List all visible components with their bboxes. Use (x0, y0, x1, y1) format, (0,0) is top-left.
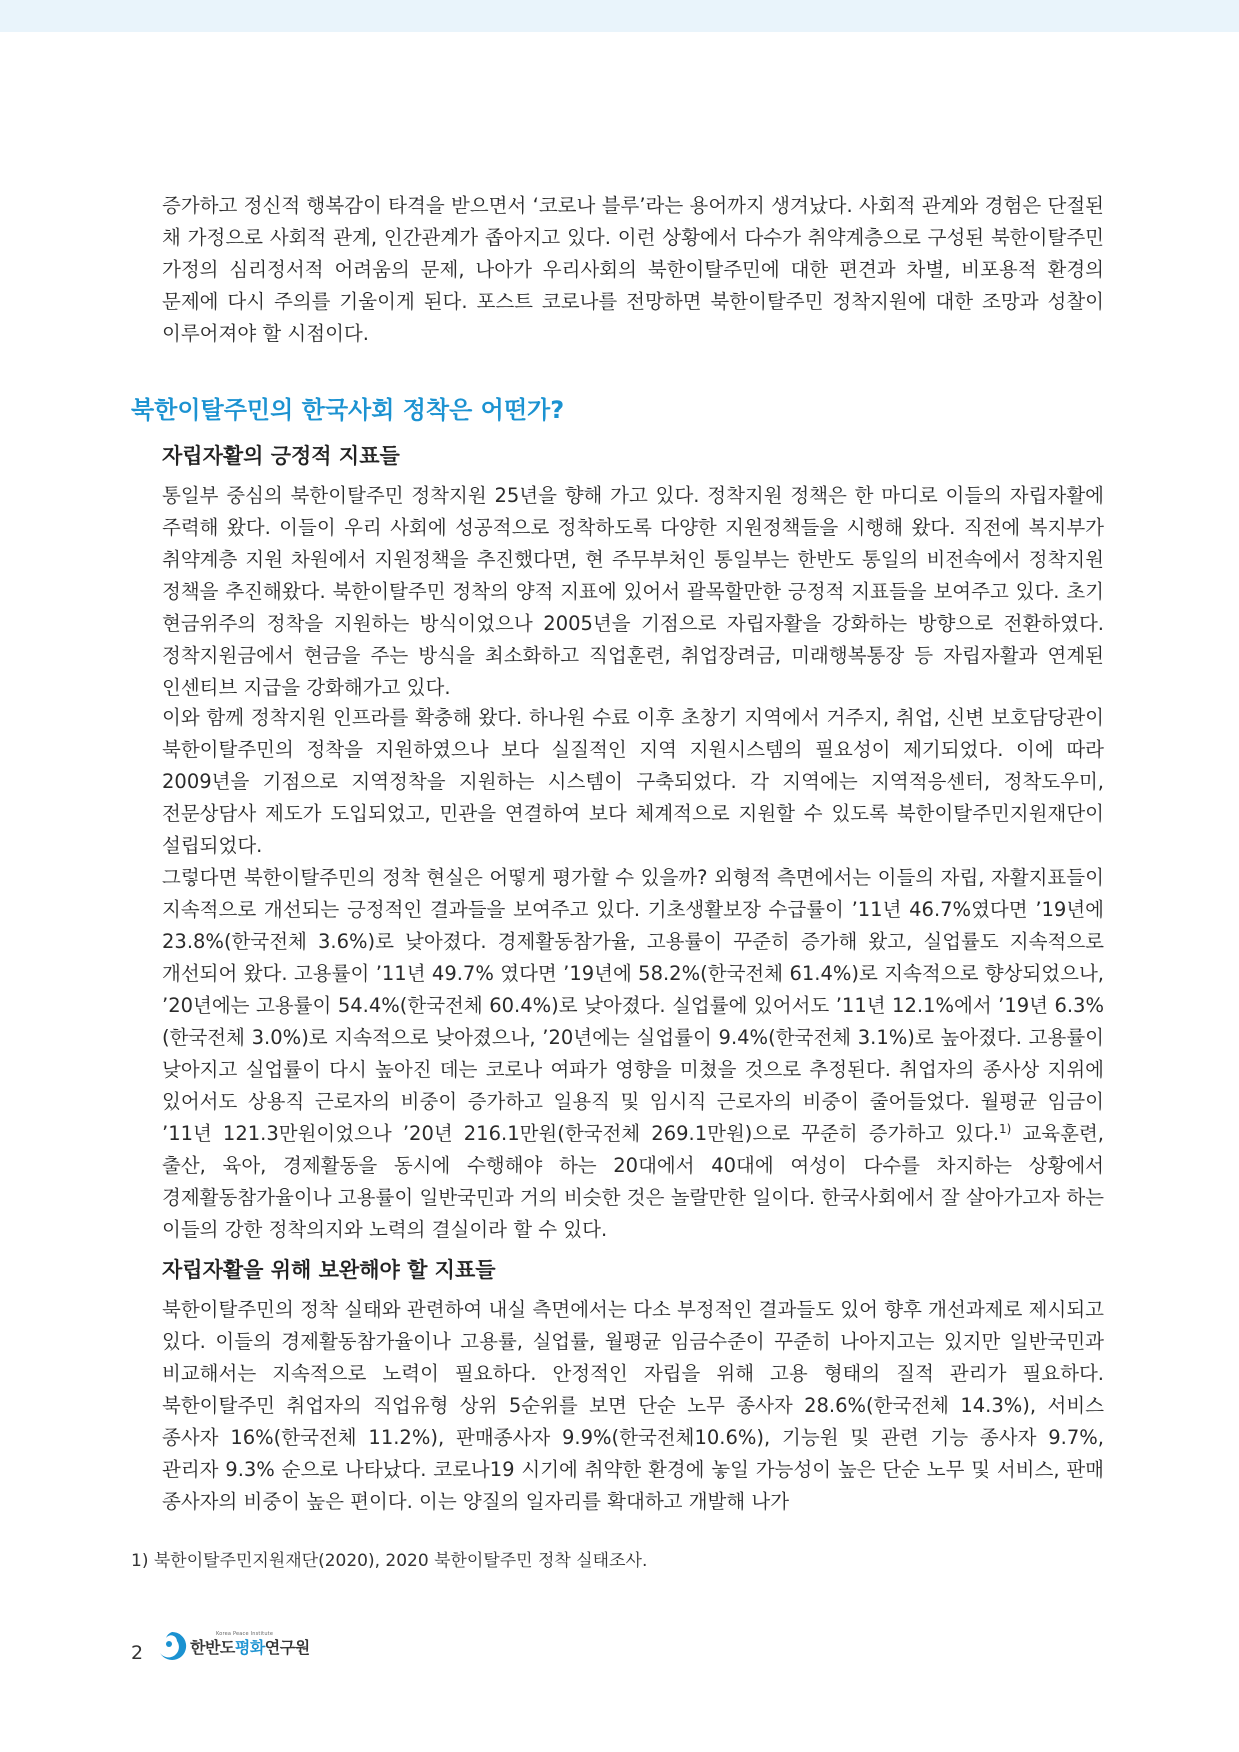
subsection-title-positive: 자립자활의 긍정적 지표들 (162, 444, 400, 468)
paragraph-employment-quality: 북한이탈주민의 정착 실태와 관련하여 내실 측면에서는 다소 부정적인 결과들도 있어 향후 개선과제로 제시되고 있다. 이들의 경제활동참가율이나 고용률, 실업률, 월평균 임금수준이 꾸준히 나아지고는 있지만 일반국민과 비교해서는 지속적으로 노력이 필요하다. 안정적인 자립을 위해 고용 형태의 질적 관리가 필요하다. 북한이탈주민 취업자의 직업유형 상위 5순위를 보면 단순 노무 종사자 28.6%(한국전체 14.3%), 서비스 종사자 16%(한국전체 11.2%), 판매종사자 9.9%(한국전체10.6%), 기능원 및 관련 기능 종사자 9.7%, 관리자 9.3% 순으로 나타났다. 코로나19 시기에 취약한 환경에 놓일 가능성이 높은 단순 노무 및 서비스, 판매 종사자의 비중이 높은 편이다. 이는 양질의 일자리를 확대하고 개발해 나가 (162, 1298, 1104, 1513)
logo-korean-name: 한반도평화연구원 (190, 1637, 310, 1657)
footnote: 1) 북한이탈주민지원재단(2020), 2020 북한이탈주민 정착 실태조사. (131, 1551, 648, 1571)
peace-logo-icon (155, 1629, 189, 1663)
page-number: 2 (131, 1642, 144, 1664)
logo-english-name: Korea Peace Institute (216, 1630, 274, 1637)
paragraph-indicators-part1: 그렇다면 북한이탈주민의 정착 현실은 어떻게 평가할 수 있을까? 외형적 측면에서는 이들의 자립, 자활지표들이 지속적으로 개선되는 긍정적인 결과들을 보여주고 있다. 기초생활보장 수급률이 ’11년 46.7%였다면 ’19년에 23.8%(한국전체 3.6%)로 낮아졌다. 경제활동참가율, 고용률이 꾸준히 증가해 왔고, 실업률도 지속적으로 개선되어 왔다. 고용률이 ’11년 49.7% 였다면 ’19년에 58.2%(한국전체 61.4%)로 지속적으로 향상되었으나, ’20년에는 고용률이 54.4%(한국전체 60.4%)로 낮아졌다. 실업률에 있어서도 ’11년 12.1%에서 ’19년 6.3%(한국전체 3.0%)로 지속적으로 낮아졌으나, ’20년에는 실업률이 9.4%(한국전체 3.1%)로 높아졌다. 고용률이 낮아지고 실업률이 다시 높아진 데는 코로나 여파가 영향을 미쳤을 것으로 추정된다. 취업자의 종사상 지위에 있어서도 상용직 근로자의 비중이 증가하고 일용직 및 임시직 근로자의 비중이 줄어들었다. 월평균 임금이 ’11년 121.3만원이었으나 ’20년 216.1만원(한국전체 269.1만원)으로 꾸준히 증가하고 있다. (162, 866, 1105, 1145)
paragraph-infrastructure: 이와 함께 정착지원 인프라를 확충해 왔다. 하나원 수료 이후 초창기 지역에서 거주지, 취업, 신변 보호담당관이 북한이탈주민의 정착을 지원하였으나 보다 실질적인 지역 지원시스템의 필요성이 제기되었다. 이에 따라 2009년을 기점으로 지역정착을 지원하는 시스템이 구축되었다. 각 지역에는 지역적응센터, 정착도우미, 전문상담사 제도가 도입되었고, 민관을 연결하여 보다 체계적으로 지원할 수 있도록 북한이탈주민지원재단이 설립되었다. (162, 706, 1105, 857)
section-title: 북한이탈주민의 한국사회 정착은 어떤가? (131, 396, 565, 424)
intro-paragraph: 증가하고 정신적 행복감이 타격을 받으면서 ‘코로나 블루’라는 용어까지 생겨났다. 사회적 관계와 경험은 단절된 채 가정으로 사회적 관계, 인간관계가 좁아지고 있다. 이런 상황에서 다수가 취약계층으로 구성된 북한이탈주민 가정의 심리정서적 어려움의 문제, 나아가 우리사회의 북한이탈주민에 대한 편견과 차별, 비포용적 환경의 문제에 다시 주의를 기울이게 된다. 포스트 코로나를 전망하면 북한이탈주민 정착지원에 대한 조망과 성찰이 이루어져야 할 시점이다. (162, 194, 1104, 345)
header-band (0, 0, 1239, 32)
footnote-ref[interactable]: 1) (999, 1122, 1012, 1136)
paragraph-indicators-part2: 교육훈련, 출산, 육아, 경제활동을 동시에 수행해야 하는 20대에서 40대에 여성이 다수를 차지하는 상황에서 경제활동참가율이나 고용률이 일반국민과 거의 비슷한 것은 놀랄만한 일이다. 한국사회에서 잘 살아가고자 하는 이들의 강한 정착의지와 노력의 결실이라 할 수 있다. (162, 1122, 1104, 1241)
institute-logo (155, 1628, 310, 1664)
subsection-title-improvement: 자립자활을 위해 보완해야 할 지표들 (162, 1258, 496, 1282)
paragraph-policy-overview: 통일부 중심의 북한이탈주민 정착지원 25년을 향해 가고 있다. 정착지원 정책은 한 마디로 이들의 자립자활에 주력해 왔다. 이들이 우리 사회에 성공적으로 정착하도록 다양한 지원정책들을 시행해 왔다. 직전에 복지부가 취약계층 지원 차원에서 지원정책을 추진했다면, 현 주무부처인 통일부는 한반도 통일의 비전속에서 정착지원 정책을 추진해왔다. 북한이탈주민 정착의 양적 지표에 있어서 괄목할만한 긍정적 지표들을 보여주고 있다. 초기 현금위주의 정착을 지원하는 방식이었으나 2005년을 기점으로 자립자활을 강화하는 방향으로 전환하였다. 정착지원금에서 현금을 주는 방식을 최소화하고 직업훈련, 취업장려금, 미래행복통장 등 자립자활과 연계된 인센티브 지급을 강화해가고 있다. (162, 484, 1104, 699)
paragraph-indicators (162, 862, 1104, 1246)
